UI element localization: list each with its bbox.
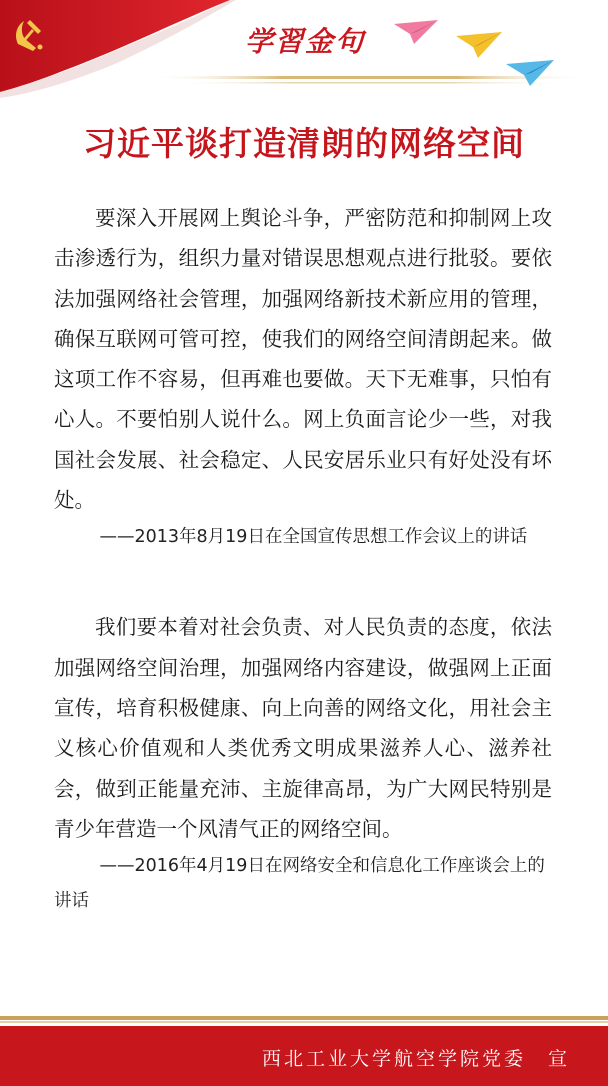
- party-emblem-icon: [10, 14, 50, 54]
- paper-plane-icon: [506, 60, 556, 88]
- quotes-content: [54, 198, 552, 919]
- footer-text: 西北工业大学航空学院党委 宣: [261, 1048, 570, 1070]
- quote-source: ——2016年4月19日在网络安全和信息化工作座谈会上的讲话: [54, 856, 545, 912]
- footer-bar: [0, 1026, 608, 1086]
- footer-divider: [0, 1021, 608, 1023]
- paper-plane-icon: [456, 32, 504, 60]
- page-title: 习近平谈打造清朗的网络空间: [83, 124, 525, 163]
- quote-text: 要深入开展网上舆论斗争，严密防范和抑制网上攻击渗透行为，组织力量对错误思想观点进行批驳。要依法加强网络社会管理，加强网络新技术新应用的管理，确保互联网可管可控，使我们的网络空间清朗起来。做这项工作不容易，但再难也要做。天下无难事，只怕有心人。不要怕别人说什么。网上负面言论少一些，对我国社会发展、社会稳定、人民安居乐业只有好处没有坏处。: [54, 206, 552, 513]
- paper-plane-icon: [394, 20, 440, 46]
- banner-title: 学習金句: [244, 25, 365, 58]
- header-banner: [0, 0, 608, 100]
- quote-source: ——2013年8月19日在全国宣传思想工作会议上的讲话: [99, 527, 528, 548]
- footer-divider: [0, 1016, 608, 1020]
- quote-text: 我们要本着对社会负责、对人民负责的态度，依法加强网络空间治理，加强网络内容建设，做强网上正面宣传，培育积极健康、向上向善的网络文化，用社会主义核心价值观和人类优秀文明成果滋养人心、滋养社会，做到正能量充沛、主旋律高昂，为广大网民特别是青少年营造一个风清气正的网络空间。: [54, 615, 552, 841]
